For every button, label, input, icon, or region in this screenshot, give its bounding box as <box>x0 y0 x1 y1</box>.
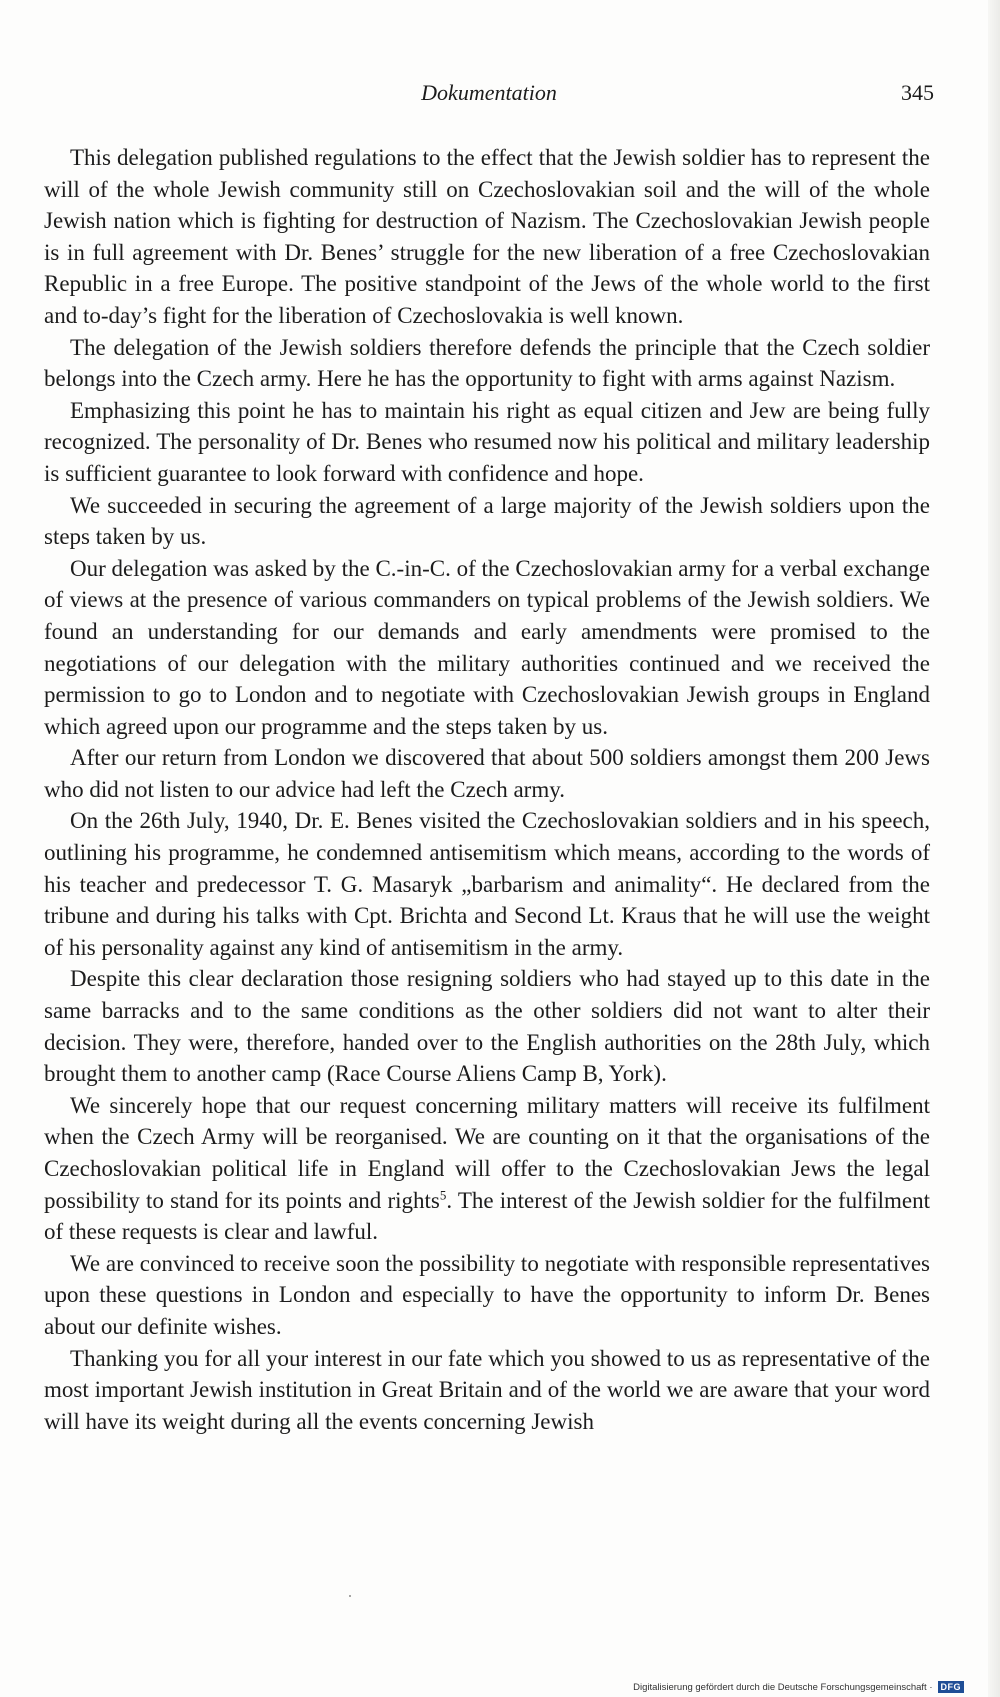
paragraph: We are convinced to receive soon the possibility to negotiate with responsible representatives upon these questions in London and especially to have the opportunity to inform Dr. Benes about our definite wishes. <box>44 1250 930 1339</box>
digitization-credit <box>633 1681 964 1693</box>
paragraph: This delegation published regulations to the effect that the Jewish soldier has to represent the will of the whole Jewish community still on Czechoslovakian soil and the will of the whole Jewish nation which is fighting for destruction of Nazism. The Czechoslovakian Jewish people is in full agreement with Dr. Benes’ struggle for the new liberation of a free Czechoslovakian Republic in a free Europe. The positive standpoint of the Jews of the whole world to the first and to-day’s fight for the liberation of Czechoslovakia is well known. <box>44 145 930 328</box>
running-head <box>44 80 934 112</box>
footnote-reference[interactable]: 5 <box>439 1186 447 1202</box>
page-edge-shadow <box>988 0 1000 1697</box>
paragraph-text: . The interest of the Jewish soldier for the fulfilment of these requests is clear and lawful. <box>44 1187 930 1245</box>
paragraph-text: We sincerely hope that our request concerning military matters will receive its fulfilment when the Czech Army will be reorganised. We are counting on it that the organisations of the Czechoslovakian political life in England will offer to the Czechoslovakian Jews the legal possibility to stand for its points and rights <box>44 1092 930 1213</box>
paragraph: We succeeded in securing the agreement of a large majority of the Jewish soldiers upon the steps taken by us. <box>44 492 930 550</box>
page-number: 345 <box>901 80 934 105</box>
paragraph: The delegation of the Jewish soldiers therefore defends the principle that the Czech soldier belongs into the Czech army. Here he has the opportunity to fight with arms against Nazism. <box>44 334 930 392</box>
paragraph: On the 26th July, 1940, Dr. E. Benes visited the Czechoslovakian soldiers and in his speech, outlining his programme, he condemned antisemitism which means, according to the words of his teacher and predecessor T. G. Masaryk „barbarism and animality“. He declared from the tribune and during his talks with Cpt. Brichta and Second Lt. Kraus that he will use the weight of his personality against any kind of antisemitism in the army. <box>44 808 930 960</box>
paragraph: Thanking you for all your interest in our fate which you showed to us as representative of the most important Jewish institution in Great Britain and of the world we are aware that your word will have its weight during all the events concerning Jewish <box>44 1345 930 1434</box>
paragraph: Despite this clear declaration those resigning soldiers who had stayed up to this date in the same barracks and to the same conditions as the other soldiers did not want to alter their decision. They were, therefore, handed over to the English authorities on the 28th July, which brought them to another camp (Race Course Aliens Camp B, York). <box>44 966 930 1087</box>
paragraph-with-footnote <box>44 1090 930 1248</box>
paragraph: Emphasizing this point he has to maintain his right as equal citizen and Jew are being fully recognized. The personality of Dr. Benes who resumed now his political and military leadership is sufficient guarantee to look forward with confidence and hope. <box>44 397 930 486</box>
paragraph: After our return from London we discovered that about 500 soldiers amongst them 200 Jews who did not listen to our advice had left the Czech army. <box>44 745 930 802</box>
running-title: Dokumentation <box>421 80 557 105</box>
paragraph: Our delegation was asked by the C.-in-C. of the Czechoslovakian army for a verbal exchange of views at the presence of various commanders on typical problems of the Jewish soldiers. We found an understanding for our demands and early amendments were promised to the negotiations of our delegation with the military authorities continued and we received the permission to go to London and to negotiate with Czechoslovakian Jewish groups in England which agreed upon our programme and the steps taken by us. <box>44 555 930 739</box>
dfg-logo: DFG <box>938 1681 965 1693</box>
body-text <box>44 142 930 1437</box>
scan-speck <box>349 1595 351 1597</box>
credit-text: Digitalisierung gefördert durch die Deutsche Forschungsgemeinschaft · <box>633 1681 933 1693</box>
